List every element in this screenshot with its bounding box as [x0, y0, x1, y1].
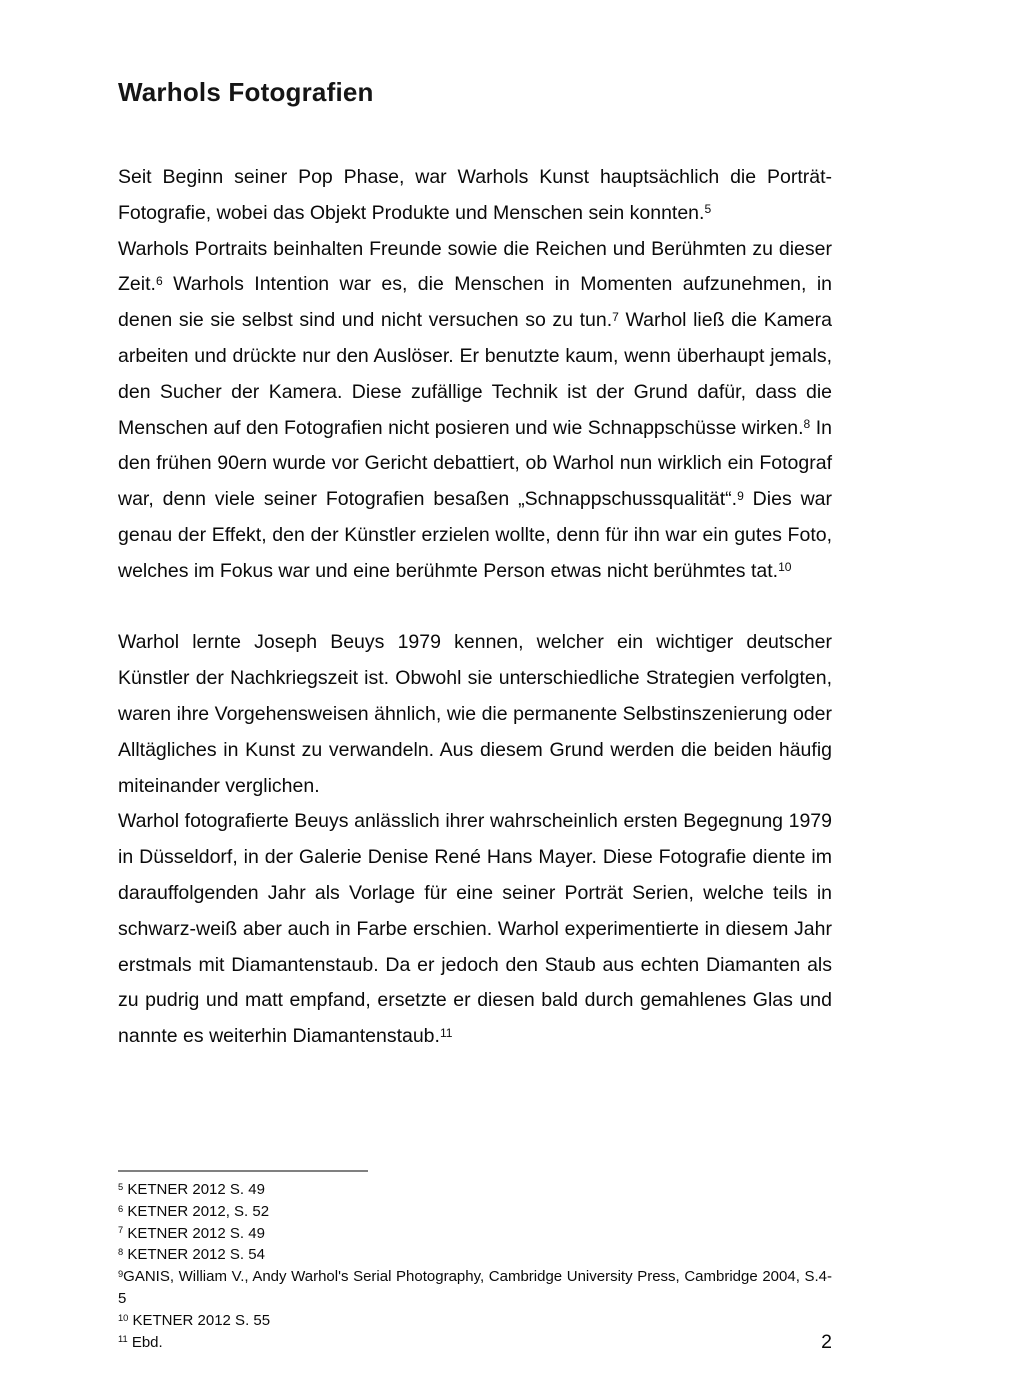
footnote-separator [118, 1170, 368, 1172]
footnote-text: Ebd. [127, 1333, 163, 1351]
text-run: Warhol ließ die Kamera arbeiten und drückte nur den Auslöser. Er benutzte kaum, wenn überhaupt jemals, den Sucher der Kamera. Diese zufällige Technik ist der Grund dafür, dass die Menschen auf den Fotografien nicht posieren und wie Schnappschüsse wirken. [118, 309, 832, 439]
footnote-ref: 6 [155, 273, 163, 288]
footnote-number: 11 [118, 1334, 128, 1345]
text-run: Warhols Intention war es, die Menschen in Momenten aufzunehmen, in denen sie sie selbst sind und nicht versuchen so zu tun. [118, 273, 832, 332]
paragraph [118, 160, 832, 232]
footnote-number: 7 [118, 1225, 124, 1236]
footnote-text: KETNER 2012 S. 54 [123, 1246, 265, 1264]
footnote-text: KETNER 2012 S. 49 [123, 1224, 265, 1242]
footnote-section [118, 1170, 832, 1353]
text-run: Warhols Portraits beinhalten Freunde sowie die Reichen und Berühmten zu dieser Zeit. [118, 237, 832, 296]
footnote [118, 1244, 832, 1266]
footnote-text: KETNER 2012 S. 49 [123, 1181, 265, 1198]
page-number: 2 [821, 1331, 832, 1353]
paragraph-gap [118, 590, 832, 626]
text-run: Warhol fotografierte Beuys anlässlich ihrer wahrscheinlich ersten Begegnung 1979 in Düsseldorf, in der Galerie Denise René Hans Mayer. Diese Fotografie diente im darauffolgenden Jahr als Vorlage für eine seiner Porträt Serien, welche teils in schwarz-weiß aber auch in Farbe erschien. Warhol experimentierte in diesem Jahr erstmals mit Diamantenstaub. Da er jedoch den Staub aus echten Diamanten als zu pudrig und matt empfand, ersetzte er diesen bald durch gemahlenes Glas und nannte es weiterhin Diamantenstaub. [118, 810, 832, 1048]
footnote-number: 10 [118, 1312, 129, 1323]
page-title: Warhols Fotografien [118, 77, 374, 107]
footnote-ref: 10 [778, 560, 792, 575]
footnote-ref: 8 [803, 417, 811, 432]
footnote-number: 5 [118, 1181, 124, 1192]
paragraph [118, 804, 832, 1055]
footnote-number: 8 [118, 1247, 124, 1258]
text-run: Dies war genau der Effekt, den der Künstler erzielen wollte, denn für ihn war ein gutes Foto, welches im Fokus war und eine berühmte Person etwas nicht berühmtes tat. [118, 488, 832, 582]
text-run: Seit Beginn seiner Pop Phase, war Warhols Kunst hauptsächlich die Porträt-Fotografie, wobei das Objekt Produkte und Menschen sein konnten. [118, 166, 832, 224]
footnote [118, 1223, 832, 1245]
footnote-ref: 9 [737, 488, 744, 503]
footnote-ref: 5 [704, 202, 712, 217]
body-text [118, 160, 832, 1055]
footnote-ref: 11 [439, 1025, 453, 1040]
text-run: In den frühen 90ern wurde vor Gericht debattiert, ob Warhol nun wirklich ein Fotograf war, denn viele seiner Fotografien besaßen „Schnappschussqualität“. [118, 416, 832, 511]
footnote [118, 1179, 832, 1201]
footnote [118, 1266, 832, 1310]
footnote [118, 1201, 832, 1223]
footnote-text: GANIS, William V., Andy Warhol's Serial Photography, Cambridge University Press, Cambridge 2004, S.4-5 [118, 1268, 832, 1307]
footnote-text: KETNER 2012 S. 55 [128, 1311, 271, 1329]
footnote-number: 9 [118, 1269, 124, 1280]
paragraph [118, 232, 832, 590]
footnote-text: KETNER 2012, S. 52 [123, 1202, 270, 1220]
footnote [118, 1310, 832, 1332]
text-run: Warhol lernte Joseph Beuys 1979 kennen, welcher ein wichtiger deutscher Künstler der Nachkriegszeit ist. Obwohl sie unterschiedliche Strategien verfolgten, waren ihre Vorgehensweisen ähnlich, wie die permanente Selbstinszenierung oder Alltägliches in Kunst zu verwandeln. Aus diesem Grund werden die beiden häufig miteinander verglichen. [118, 631, 832, 797]
footnote-number: 6 [118, 1203, 124, 1214]
footnote-ref: 7 [612, 309, 619, 324]
paragraph [118, 625, 832, 804]
